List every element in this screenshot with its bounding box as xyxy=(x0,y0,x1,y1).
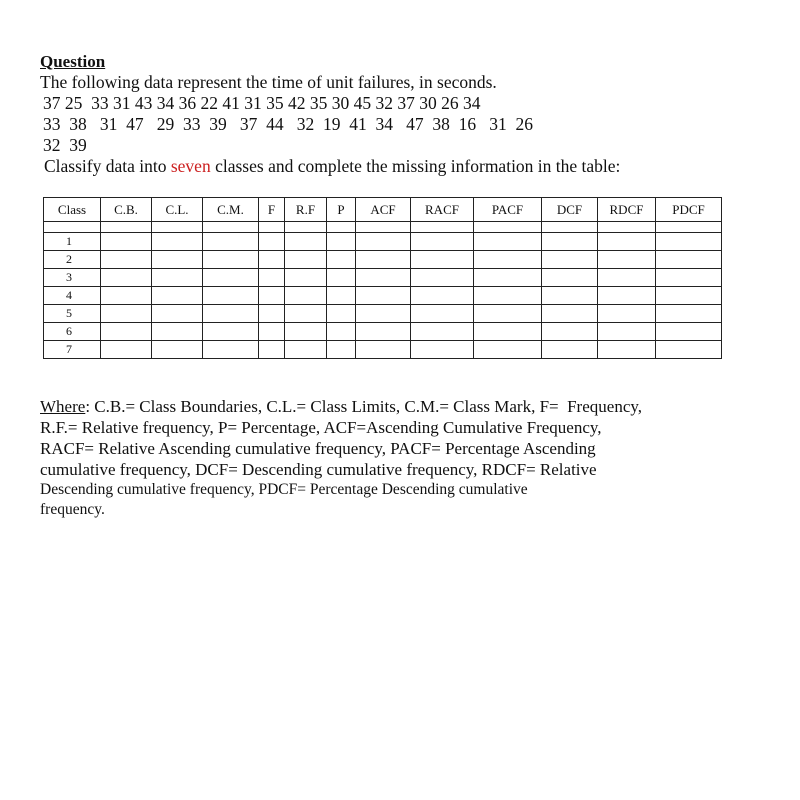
table-cell[interactable] xyxy=(152,341,203,359)
table-cell[interactable] xyxy=(152,287,203,305)
table-cell[interactable] xyxy=(285,233,327,251)
table-cell[interactable] xyxy=(474,323,542,341)
table-cell[interactable] xyxy=(656,305,722,323)
table-cell[interactable] xyxy=(542,251,598,269)
table-cell[interactable] xyxy=(327,305,356,323)
table-cell[interactable] xyxy=(411,251,474,269)
table-cell[interactable] xyxy=(542,341,598,359)
table-cell[interactable] xyxy=(152,269,203,287)
table-cell[interactable] xyxy=(598,251,656,269)
table-cell[interactable] xyxy=(598,233,656,251)
table-cell[interactable] xyxy=(356,251,411,269)
table-cell[interactable] xyxy=(327,251,356,269)
where-label: Where xyxy=(40,397,86,416)
table-cell[interactable] xyxy=(474,305,542,323)
legend-line-1-text: : C.B.= Class Boundaries, C.L.= Class Limits, C.M.= Class Mark, F= Frequency, xyxy=(85,397,643,416)
col-header-f: F xyxy=(259,198,285,222)
table-cell[interactable] xyxy=(411,341,474,359)
table-cell[interactable] xyxy=(474,269,542,287)
table-cell[interactable] xyxy=(411,233,474,251)
table-cell[interactable] xyxy=(259,341,285,359)
table-cell[interactable] xyxy=(101,305,152,323)
table-row xyxy=(44,287,722,305)
table-row xyxy=(44,305,722,323)
question-heading: Question xyxy=(40,52,106,71)
table-cell[interactable] xyxy=(285,323,327,341)
table-cell[interactable] xyxy=(101,269,152,287)
table-cell[interactable] xyxy=(203,323,259,341)
table-cell[interactable] xyxy=(542,287,598,305)
table-cell[interactable] xyxy=(259,233,285,251)
table-cell[interactable] xyxy=(285,269,327,287)
table-cell[interactable] xyxy=(356,287,411,305)
class-number: 7 xyxy=(44,341,101,359)
table-cell[interactable] xyxy=(356,233,411,251)
frequency-table xyxy=(43,197,722,359)
col-header-p: P xyxy=(327,198,356,222)
table-cell[interactable] xyxy=(101,287,152,305)
class-number: 5 xyxy=(44,305,101,323)
table-cell[interactable] xyxy=(542,305,598,323)
col-header-racf: RACF xyxy=(411,198,474,222)
table-cell[interactable] xyxy=(411,287,474,305)
table-cell[interactable] xyxy=(474,233,542,251)
table-cell[interactable] xyxy=(203,305,259,323)
legend-line-2: R.F.= Relative frequency, P= Percentage, ACF=Ascending Cumulative Frequency, xyxy=(40,418,602,437)
table-cell[interactable] xyxy=(203,233,259,251)
table-cell[interactable] xyxy=(101,233,152,251)
table-cell[interactable] xyxy=(327,323,356,341)
table-cell[interactable] xyxy=(285,287,327,305)
table-cell[interactable] xyxy=(598,269,656,287)
table-cell[interactable] xyxy=(203,269,259,287)
table-cell[interactable] xyxy=(203,287,259,305)
table-cell[interactable] xyxy=(356,323,411,341)
col-header-rf: R.F xyxy=(285,198,327,222)
question-block xyxy=(40,52,760,177)
data-line-1: 37 25 33 31 43 34 36 22 41 31 35 42 35 30 45 32 37 30 26 34 xyxy=(43,93,481,113)
table-cell[interactable] xyxy=(259,251,285,269)
table-cell[interactable] xyxy=(411,305,474,323)
table-cell[interactable] xyxy=(101,251,152,269)
legend-line-5: Descending cumulative frequency, PDCF= Percentage Descending cumulative xyxy=(40,481,528,498)
table-cell[interactable] xyxy=(656,287,722,305)
table-cell[interactable] xyxy=(203,341,259,359)
table-cell[interactable] xyxy=(285,341,327,359)
table-row xyxy=(44,233,722,251)
table-cell[interactable] xyxy=(598,341,656,359)
question-intro: The following data represent the time of unit failures, in seconds. xyxy=(40,72,497,92)
instruction-text xyxy=(40,156,760,177)
legend-block xyxy=(40,396,760,520)
table-cell[interactable] xyxy=(259,287,285,305)
table-cell[interactable] xyxy=(259,323,285,341)
col-header-pdcf: PDCF xyxy=(656,198,722,222)
table-cell[interactable] xyxy=(285,251,327,269)
table-row xyxy=(44,251,722,269)
table-cell[interactable] xyxy=(474,251,542,269)
table-cell[interactable] xyxy=(285,305,327,323)
table-cell[interactable] xyxy=(356,341,411,359)
class-number: 1 xyxy=(44,233,101,251)
table-spacer-row xyxy=(44,222,722,233)
class-number: 6 xyxy=(44,323,101,341)
table-cell[interactable] xyxy=(327,287,356,305)
legend-line-6: frequency. xyxy=(40,501,105,518)
table-cell[interactable] xyxy=(411,269,474,287)
table-cell[interactable] xyxy=(598,305,656,323)
table-cell[interactable] xyxy=(327,341,356,359)
legend-line-4: cumulative frequency, DCF= Descending cumulative frequency, RDCF= Relative xyxy=(40,460,597,479)
col-header-acf: ACF xyxy=(356,198,411,222)
col-header-cb: C.B. xyxy=(101,198,152,222)
table-cell[interactable] xyxy=(656,341,722,359)
table-cell[interactable] xyxy=(152,251,203,269)
table-cell[interactable] xyxy=(656,269,722,287)
table-cell[interactable] xyxy=(101,323,152,341)
table-cell[interactable] xyxy=(152,305,203,323)
table-cell[interactable] xyxy=(656,323,722,341)
table-cell[interactable] xyxy=(411,323,474,341)
table-header-row xyxy=(44,198,722,222)
table-row xyxy=(44,269,722,287)
table-cell[interactable] xyxy=(656,233,722,251)
col-header-rdcf: RDCF xyxy=(598,198,656,222)
legend-line-3: RACF= Relative Ascending cumulative frequency, PACF= Percentage Ascending xyxy=(40,439,596,458)
table-cell[interactable] xyxy=(152,233,203,251)
table-cell[interactable] xyxy=(598,323,656,341)
table-cell[interactable] xyxy=(101,341,152,359)
table-cell[interactable] xyxy=(356,269,411,287)
table-cell[interactable] xyxy=(327,233,356,251)
col-header-pacf: PACF xyxy=(474,198,542,222)
class-number: 4 xyxy=(44,287,101,305)
table-cell[interactable] xyxy=(152,323,203,341)
table-cell[interactable] xyxy=(542,269,598,287)
instruction-after: classes and complete the missing information in the table: xyxy=(210,156,621,176)
col-header-cm: C.M. xyxy=(203,198,259,222)
table-cell[interactable] xyxy=(656,251,722,269)
col-header-dcf: DCF xyxy=(542,198,598,222)
data-line-2: 33 38 31 47 29 33 39 37 44 32 19 41 34 47 38 16 31 26 xyxy=(43,114,533,134)
table-cell[interactable] xyxy=(598,287,656,305)
legend-line-1 xyxy=(40,396,760,417)
table-cell[interactable] xyxy=(474,287,542,305)
table-cell[interactable] xyxy=(542,233,598,251)
instruction-before: Classify data into xyxy=(44,156,171,176)
table-cell[interactable] xyxy=(203,251,259,269)
table-cell[interactable] xyxy=(474,341,542,359)
data-line-3: 32 39 xyxy=(43,135,87,155)
table-cell[interactable] xyxy=(356,305,411,323)
table-cell[interactable] xyxy=(259,305,285,323)
table-row xyxy=(44,341,722,359)
col-header-cl: C.L. xyxy=(152,198,203,222)
table-row xyxy=(44,323,722,341)
class-number: 3 xyxy=(44,269,101,287)
table-cell[interactable] xyxy=(542,323,598,341)
table-cell[interactable] xyxy=(259,269,285,287)
col-header-class: Class xyxy=(44,198,101,222)
instruction-highlight: seven xyxy=(170,156,211,176)
class-number: 2 xyxy=(44,251,101,269)
table-cell[interactable] xyxy=(327,269,356,287)
